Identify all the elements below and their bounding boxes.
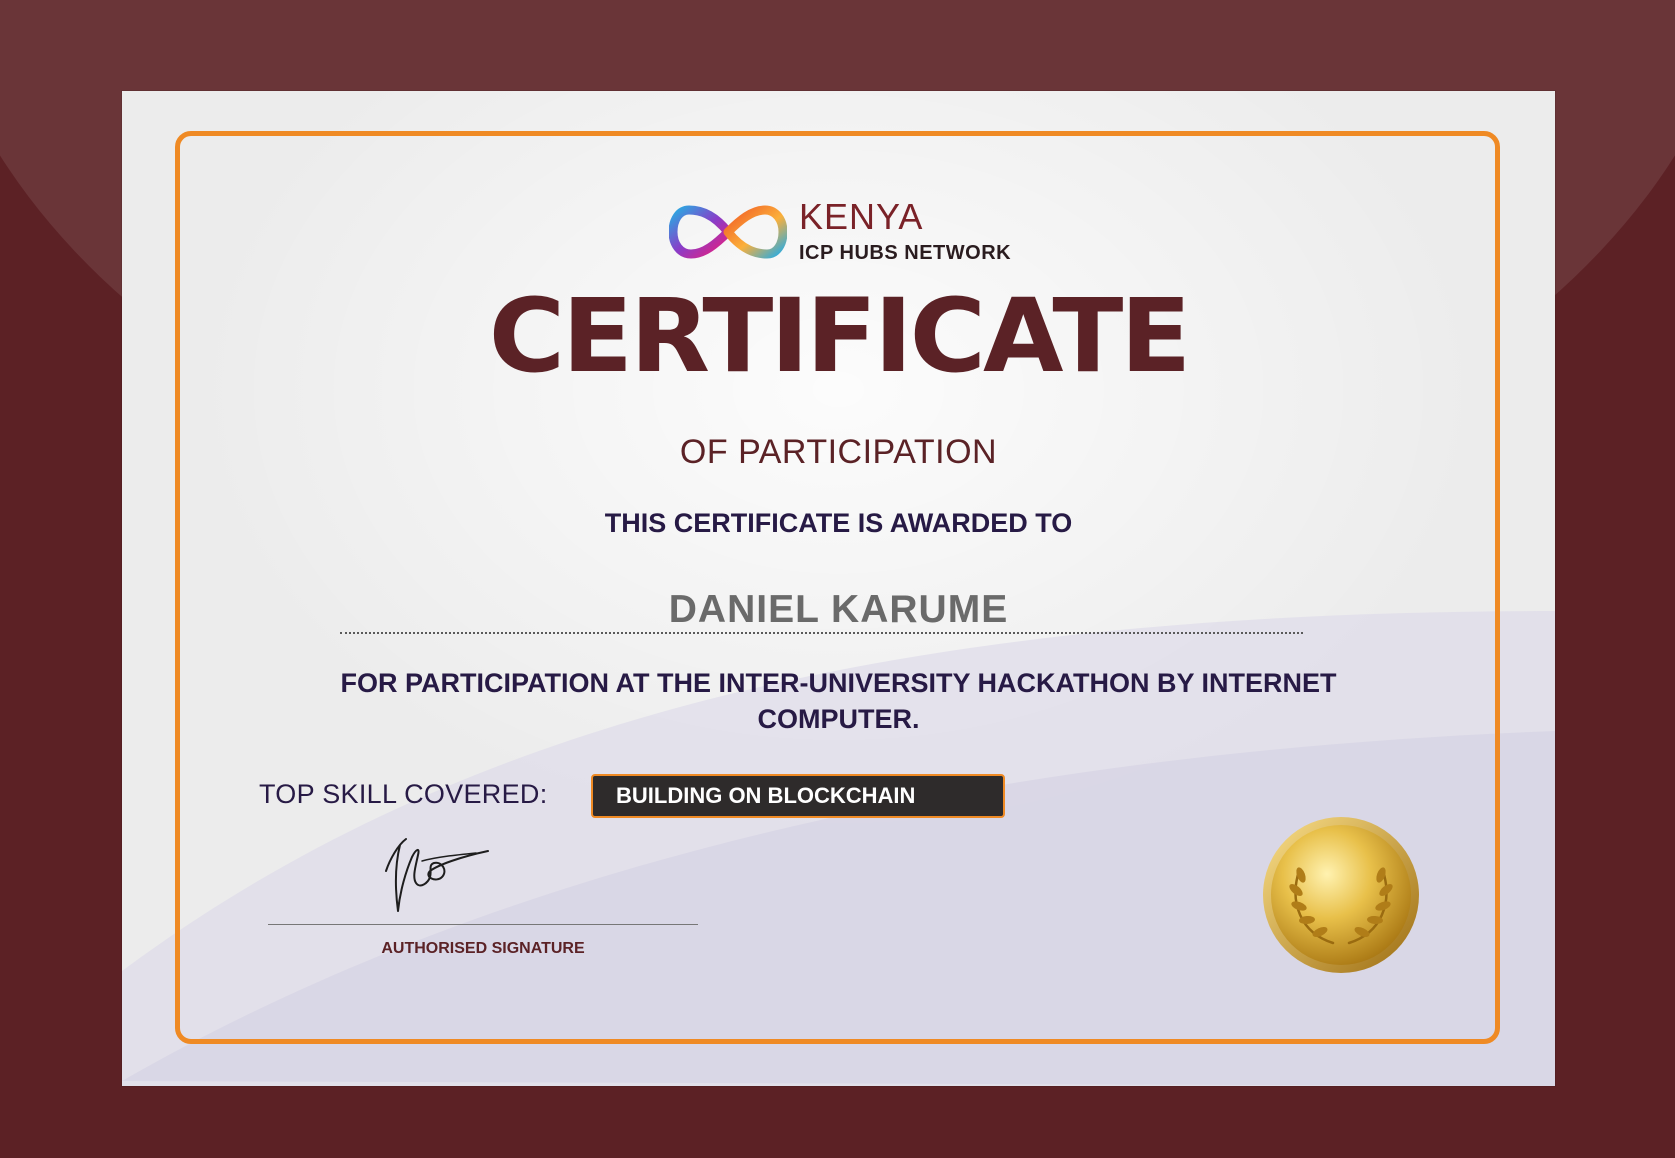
awarded-to-label: THIS CERTIFICATE IS AWARDED TO: [604, 508, 1073, 538]
certificate-title: CERTIFICATE: [488, 277, 1189, 396]
organization-network: ICP HUBS NETWORK: [799, 242, 1012, 264]
certificate-subtitle: OF PARTICIPATION: [679, 433, 998, 471]
handwritten-signature: [376, 831, 496, 916]
top-skill-label: TOP SKILL COVERED:: [259, 779, 548, 809]
infinity-logo-icon: [669, 201, 787, 263]
signature-line: [268, 924, 698, 925]
participation-reason: FOR PARTICIPATION AT THE INTER-UNIVERSITY HACKATHON BY INTERNET COMPUTER.: [340, 668, 1337, 734]
gold-laurel-medal-icon: [1261, 815, 1421, 975]
recipient-name: DANIEL KARUME: [668, 588, 1009, 631]
certificate-page: [122, 91, 1555, 1086]
organization-logo: [669, 196, 1029, 269]
top-skill-badge: BUILDING ON BLOCKCHAIN: [591, 774, 1005, 818]
signature-label: AUTHORISED SIGNATURE: [381, 940, 585, 957]
organization-country: KENYA: [799, 196, 924, 237]
name-dotted-line: [340, 632, 1303, 634]
